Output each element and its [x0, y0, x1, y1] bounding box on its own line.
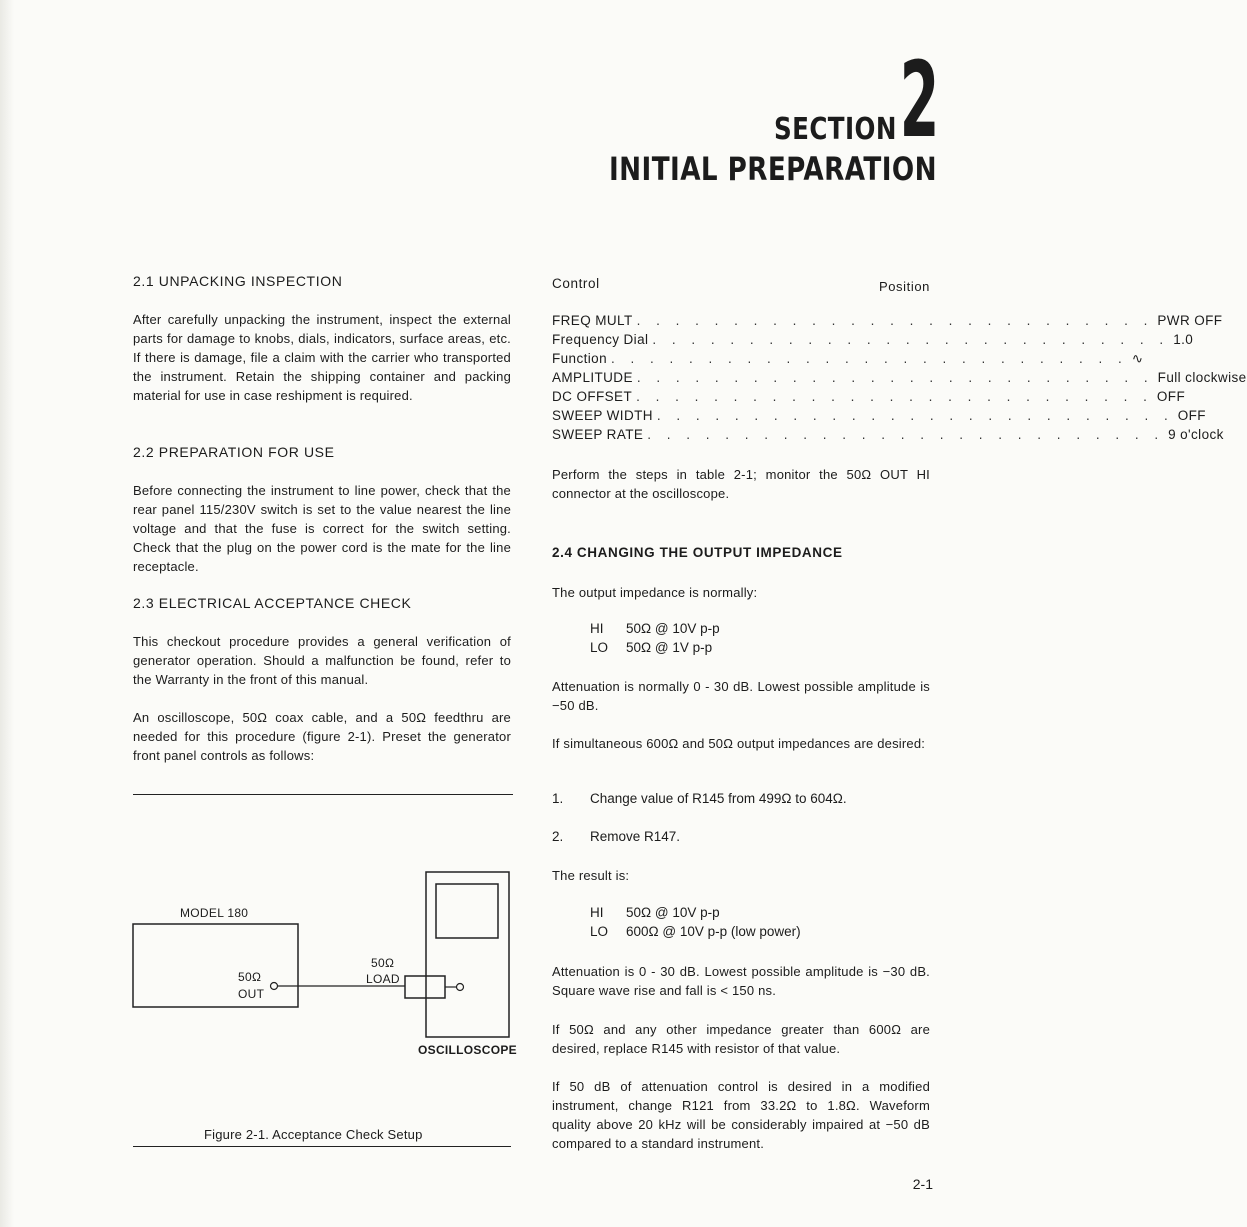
para-checkout: This checkout procedure provides a general verification of generator operation. Should a malfunction be found, refer to the Warranty in the front of this manual.	[133, 634, 511, 687]
out-ohms-label: 50Ω	[238, 970, 262, 984]
load-feedthru	[405, 976, 445, 998]
scope-input-connector	[457, 984, 464, 991]
control-row: DC OFFSET . . . . . . . . . . . . . . . . . . . . . . . . . . . OFF	[552, 389, 1186, 404]
para-impedance-intro: The output impedance is normally:	[552, 585, 758, 600]
impedance-normal-lo: LO 50Ω @ 1V p-p	[590, 640, 713, 655]
model-180-box	[133, 924, 298, 1007]
figure-bottom-rule	[133, 1146, 511, 1147]
section-number: 2	[899, 39, 939, 161]
controls-col-control: Control	[552, 276, 600, 291]
control-row: FREQ MULT . . . . . . . . . . . . . . . . . . . . . . . . . . . PWR OFF	[552, 313, 1223, 328]
para-unpacking: After carefully unpacking the instrument, inspect the external parts for damage to knobs, dials, indicators, surface areas, etc. If there is damage, file a claim with the carrier who transported the instrument. Retain the shipping container and packing material for use in case reshipment is required.	[133, 312, 511, 403]
heading-2-4: 2.4 CHANGING THE OUTPUT IMPEDANCE	[552, 545, 843, 560]
figure-caption: Figure 2-1. Acceptance Check Setup	[204, 1127, 423, 1142]
para-simultaneous: If simultaneous 600Ω and 50Ω output impedances are desired:	[552, 736, 926, 751]
step-1: 1. Change value of R145 from 499Ω to 604Ω.	[552, 791, 847, 806]
section-title: INITIAL PREPARATION	[609, 150, 937, 188]
step-2: 2. Remove R147.	[552, 829, 681, 844]
page-edge-shadow	[0, 0, 14, 1227]
para-attenuation-normal: Attenuation is normally 0 - 30 dB. Lowest possible amplitude is −50 dB.	[552, 679, 930, 713]
oscilloscope-screen	[436, 884, 498, 938]
control-row: SWEEP RATE . . . . . . . . . . . . . . . . . . . . . . . . . . . 9 o'clock	[552, 427, 1224, 442]
para-equipment: An oscilloscope, 50Ω coax cable, and a 50Ω feedthru are needed for this procedure (figure 2-1). Preset the generator front panel controls as follows:	[133, 710, 511, 763]
para-preparation: Before connecting the instrument to line power, check that the rear panel 115/230V switch is set to the value nearest the line voltage and that the fuse is correct for the switch setting. Check that the plug on the power cord is the mate for the line receptacle.	[133, 483, 511, 574]
page-number: 2-1	[912, 1176, 933, 1192]
model-label: MODEL 180	[180, 906, 249, 920]
oscilloscope-box	[426, 872, 509, 1037]
section-word: SECTION	[774, 112, 897, 147]
para-other-impedance: If 50Ω and any other impedance greater than 600Ω are desired, replace R145 with resistor of that value.	[552, 1022, 930, 1056]
para-attenuation-result: Attenuation is 0 - 30 dB. Lowest possible amplitude is −30 dB. Square wave rise and fall is < 150 ns.	[552, 964, 930, 998]
figure-top-rule	[133, 794, 513, 795]
load-label: LOAD	[366, 972, 400, 986]
load-ohms-label: 50Ω	[371, 956, 395, 970]
para-50db-modification: If 50 dB of attenuation control is desired in a modified instrument, change R121 from 33.2Ω to 1.8Ω. Waveform quality above 20 kHz will be considerably impaired at −50 dB compared to a standard instrument.	[552, 1079, 930, 1151]
impedance-result-hi: HI 50Ω @ 10V p-p	[590, 905, 720, 920]
control-row: Frequency Dial . . . . . . . . . . . . . . . . . . . . . . . . . . . 1.0	[552, 332, 1194, 347]
control-row: SWEEP WIDTH . . . . . . . . . . . . . . . . . . . . . . . . . . . OFF	[552, 408, 1206, 423]
control-row: AMPLITUDE . . . . . . . . . . . . . . . . . . . . . . . . . . . Full clockwise	[552, 370, 1247, 385]
heading-2-2: 2.2 PREPARATION FOR USE	[133, 444, 335, 460]
impedance-normal-hi: HI 50Ω @ 10V p-p	[590, 621, 720, 636]
out-label: OUT	[238, 987, 265, 1001]
impedance-result-lo: LO 600Ω @ 10V p-p (low power)	[590, 924, 801, 939]
acceptance-check-diagram	[130, 868, 514, 1068]
heading-2-3: 2.3 ELECTRICAL ACCEPTANCE CHECK	[133, 595, 412, 611]
para-perform-steps: Perform the steps in table 2-1; monitor the 50Ω OUT HI connector at the oscilloscope.	[552, 467, 930, 501]
out-connector	[271, 983, 278, 990]
oscilloscope-label: OSCILLOSCOPE	[418, 1043, 517, 1057]
para-result-intro: The result is:	[552, 868, 630, 883]
control-row: Function . . . . . . . . . . . . . . . . . . . . . . . . . . . ∿	[552, 351, 1144, 366]
heading-2-1: 2.1 UNPACKING INSPECTION	[133, 273, 343, 289]
sine-wave-icon: ∿	[1131, 351, 1144, 366]
controls-col-position: Position	[878, 279, 930, 294]
